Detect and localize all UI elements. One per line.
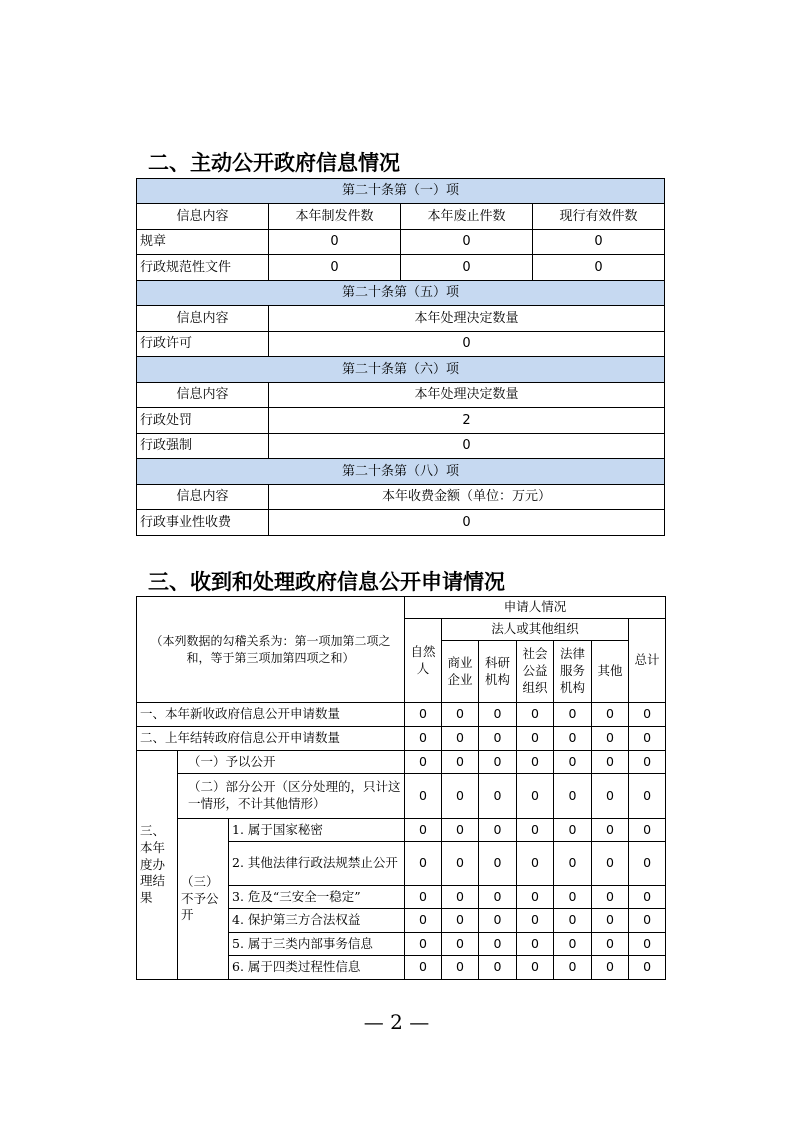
cell-value: 0 [517,703,554,727]
cell-value: 0 [592,774,629,819]
cell-value: 0 [405,886,442,909]
table-row [137,434,665,459]
table-row [137,408,665,434]
application-handling-table [136,596,666,980]
cell-value: 0 [405,956,442,980]
article-8-header: 第二十条第（八）项 [137,459,665,485]
row-label: 3. 危及“三安全一稳定” [229,886,405,909]
cell-value: 0 [554,727,592,751]
cell-value: 0 [269,332,665,357]
cell-value: 0 [479,956,517,980]
cell-value: 0 [629,774,666,819]
cell-value: 0 [442,956,479,980]
col-header: 本年处理决定数量 [269,306,665,332]
cell-value: 0 [629,886,666,909]
cell-value: 0 [517,956,554,980]
table-row [137,774,666,819]
cell-value: 0 [405,751,442,774]
cell-value: 0 [442,703,479,727]
cell-value: 0 [629,703,666,727]
cell-value: 0 [533,255,665,281]
cell-value: 0 [269,510,665,536]
cell-value: 0 [442,842,479,886]
row-label: 6. 属于四类过程性信息 [229,956,405,980]
cell-value: 0 [479,886,517,909]
cell-value: 0 [554,703,592,727]
cell-value: 0 [592,819,629,842]
cell-value: 0 [629,842,666,886]
not-open-group-label: （三）不予公开 [178,819,229,980]
cell-value: 0 [442,933,479,956]
proactive-disclosure-table [136,178,665,536]
cell-value: 0 [629,819,666,842]
row-label: （二）部分公开（区分处理的，只计这一情形，不计其他情形） [178,774,405,819]
cell-value: 0 [442,774,479,819]
row-label: 1. 属于国家秘密 [229,819,405,842]
cell-value: 0 [269,255,401,281]
row-label: 二、上年结转政府信息公开申请数量 [137,727,405,751]
section-3-title: 三、收到和处理政府信息公开申请情况 [148,570,505,594]
row-label: 一、本年新收政府信息公开申请数量 [137,703,405,727]
cell-value: 0 [479,703,517,727]
result-group-label: 三、本年度办理结果 [137,751,178,980]
row-label: 行政处罚 [137,408,269,434]
cell-value: 0 [405,774,442,819]
cell-value: 0 [554,819,592,842]
cell-value: 0 [517,727,554,751]
cell-value: 0 [479,842,517,886]
cell-value: 0 [554,774,592,819]
cell-value: 0 [405,819,442,842]
cell-value: 0 [554,909,592,933]
cell-value: 0 [442,909,479,933]
cell-value: 0 [629,909,666,933]
cell-value: 0 [405,909,442,933]
col-header: 本年处理决定数量 [269,383,665,408]
cell-value: 0 [554,886,592,909]
cell-value: 0 [479,909,517,933]
cell-value: 0 [554,751,592,774]
cell-value: 0 [269,230,401,255]
col-header: 信息内容 [137,383,269,408]
cell-value: 0 [592,751,629,774]
table-row [137,703,666,727]
article-1-header: 第二十条第（一）项 [137,179,665,204]
cell-value: 0 [592,842,629,886]
cell-value: 0 [517,886,554,909]
col-header: 本年制发件数 [269,204,401,230]
page-number: — 2 — [363,1010,430,1034]
org-type-header: 科研机构 [479,641,517,703]
row-label: 行政强制 [137,434,269,459]
cell-value: 0 [479,727,517,751]
cell-value: 0 [592,703,629,727]
cell-value: 0 [442,727,479,751]
cell-value: 0 [269,434,665,459]
col-header: 现行有效件数 [533,204,665,230]
org-type-header: 社会公益组织 [517,641,554,703]
cell-value: 0 [629,933,666,956]
row-label: 5. 属于三类内部事务信息 [229,933,405,956]
cell-value: 0 [629,751,666,774]
cell-value: 0 [401,255,533,281]
natural-person-header: 自然人 [405,619,442,703]
cell-value: 0 [442,886,479,909]
cell-value: 0 [592,727,629,751]
cell-value: 0 [554,956,592,980]
table-row [137,751,666,774]
col-header: 信息内容 [137,485,269,510]
cell-value: 0 [629,956,666,980]
col-header: 信息内容 [137,306,269,332]
total-header: 总计 [629,619,666,703]
cell-value: 2 [269,408,665,434]
cell-value: 0 [592,886,629,909]
cell-value: 0 [405,727,442,751]
table-row [137,727,666,751]
col-header: 本年收费金额（单位：万元） [269,485,665,510]
col-header: 本年废止件数 [401,204,533,230]
cell-value: 0 [401,230,533,255]
cell-value: 0 [479,751,517,774]
legal-org-header: 法人或其他组织 [442,619,629,641]
table-row [137,510,665,536]
table-row [137,230,665,255]
org-type-header: 法律服务机构 [554,641,592,703]
row-label: 行政规范性文件 [137,255,269,281]
cell-value: 0 [517,909,554,933]
cell-value: 0 [479,819,517,842]
applicant-header: 申请人情况 [405,597,666,619]
row-label: 2. 其他法律行政法规禁止公开 [229,842,405,886]
cell-value: 0 [442,751,479,774]
table-row [137,819,666,842]
reconciliation-note: （本列数据的勾稽关系为：第一项加第二项之和，等于第三项加第四项之和） [137,597,405,703]
org-type-header: 商业企业 [442,641,479,703]
row-label: 规章 [137,230,269,255]
col-header: 信息内容 [137,204,269,230]
cell-value: 0 [592,909,629,933]
table-row [137,332,665,357]
cell-value: 0 [554,842,592,886]
cell-value: 0 [479,774,517,819]
article-6-header: 第二十条第（六）项 [137,357,665,383]
cell-value: 0 [442,819,479,842]
row-label: （一）予以公开 [178,751,405,774]
cell-value: 0 [405,933,442,956]
cell-value: 0 [479,933,517,956]
row-label: 行政许可 [137,332,269,357]
cell-value: 0 [405,703,442,727]
article-5-header: 第二十条第（五）项 [137,281,665,306]
cell-value: 0 [533,230,665,255]
row-label: 4. 保护第三方合法权益 [229,909,405,933]
cell-value: 0 [517,842,554,886]
cell-value: 0 [592,956,629,980]
cell-value: 0 [517,751,554,774]
cell-value: 0 [629,727,666,751]
cell-value: 0 [517,819,554,842]
org-type-header: 其他 [592,641,629,703]
cell-value: 0 [405,842,442,886]
cell-value: 0 [517,933,554,956]
row-label: 行政事业性收费 [137,510,269,536]
cell-value: 0 [517,774,554,819]
cell-value: 0 [592,933,629,956]
section-2-title: 二、主动公开政府信息情况 [148,151,400,175]
table-row [137,255,665,281]
cell-value: 0 [554,933,592,956]
